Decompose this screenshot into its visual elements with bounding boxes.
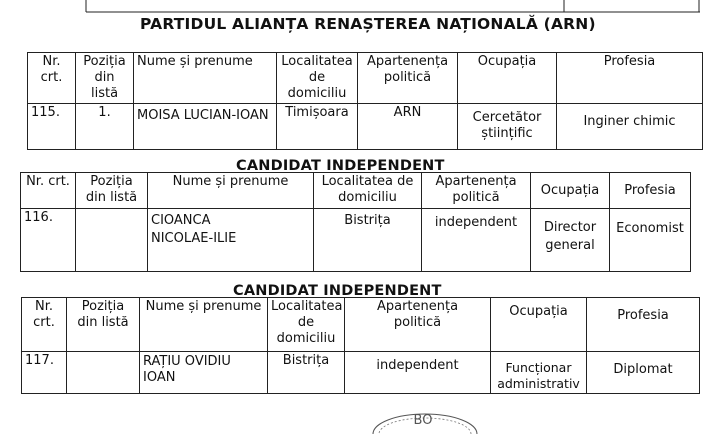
table-row [21, 209, 691, 272]
cell-nume: RAȚIU OVIDIU IOAN [140, 352, 268, 394]
cell-pozitia: 1. [76, 104, 134, 150]
header-nr: Nr. crt. [21, 173, 76, 209]
cell-pozitia [67, 352, 140, 394]
cell-apartenenta: independent [345, 352, 491, 394]
cell-apartenenta: ARN [358, 104, 458, 150]
header-nr: Nr. crt. [28, 53, 76, 104]
header-nume: Nume și prenume [148, 173, 314, 209]
section-title-independent-1: CANDIDAT INDEPENDENT [236, 158, 445, 174]
candidate-table-independent-1 [20, 172, 691, 272]
header-profesia: Profesia [557, 53, 703, 104]
cell-pozitia [76, 209, 148, 272]
cell-localitatea: Timișoara [277, 104, 358, 150]
candidate-table-independent-2 [21, 297, 700, 394]
header-nume: Nume și prenume [134, 53, 277, 104]
cell-nr: 117. [22, 352, 67, 394]
cell-profesia: Economist [610, 209, 691, 272]
cell-ocupatia: Funcționar administrativ [491, 352, 587, 394]
previous-table-remnant [0, 0, 707, 14]
section-title-arn: PARTIDUL ALIANȚA RENAȘTEREA NAȚIONALĂ (ARN) [140, 15, 596, 33]
header-apartenenta: Apartenența politică [345, 298, 491, 352]
header-localitatea: Localitatea de domiciliu [314, 173, 422, 209]
table-row [28, 104, 703, 150]
header-localitatea: Localitatea de domiciliu [268, 298, 345, 352]
cell-apartenenta: independent [422, 209, 531, 272]
cell-nume: MOISA LUCIAN-IOAN [134, 104, 277, 150]
cell-ocupatia: Cercetător științific [458, 104, 557, 150]
header-profesia: Profesia [610, 173, 691, 209]
header-pozitia: Poziția din listă [76, 173, 148, 209]
candidate-table-arn [27, 52, 703, 150]
header-localitatea: Localitatea de domiciliu [277, 53, 358, 104]
cell-nume: CIOANCA NICOLAE-ILIE [148, 209, 314, 272]
cell-localitatea: Bistrița [314, 209, 422, 272]
header-profesia: Profesia [587, 298, 700, 352]
header-nr: Nr. crt. [22, 298, 67, 352]
table-row [22, 352, 700, 394]
header-ocupatia: Ocupația [491, 298, 587, 352]
header-apartenenta: Apartenența politică [358, 53, 458, 104]
cell-nr: 116. [21, 209, 76, 272]
header-ocupatia: Ocupația [458, 53, 557, 104]
header-nume: Nume și prenume [140, 298, 268, 352]
cell-ocupatia: Director general [531, 209, 610, 272]
stamp-seal-text: BO [413, 413, 433, 428]
cell-profesia: Inginer chimic [557, 104, 703, 150]
header-pozitia: Poziția din listă [76, 53, 134, 104]
header-pozitia: Poziția din listă [67, 298, 140, 352]
section-title-independent-2: CANDIDAT INDEPENDENT [233, 283, 442, 299]
stamp-seal [370, 404, 480, 434]
header-ocupatia: Ocupația [531, 173, 610, 209]
cell-nr: 115. [28, 104, 76, 150]
cell-profesia: Diplomat [587, 352, 700, 394]
cell-localitatea: Bistrița [268, 352, 345, 394]
header-apartenenta: Apartenența politică [422, 173, 531, 209]
